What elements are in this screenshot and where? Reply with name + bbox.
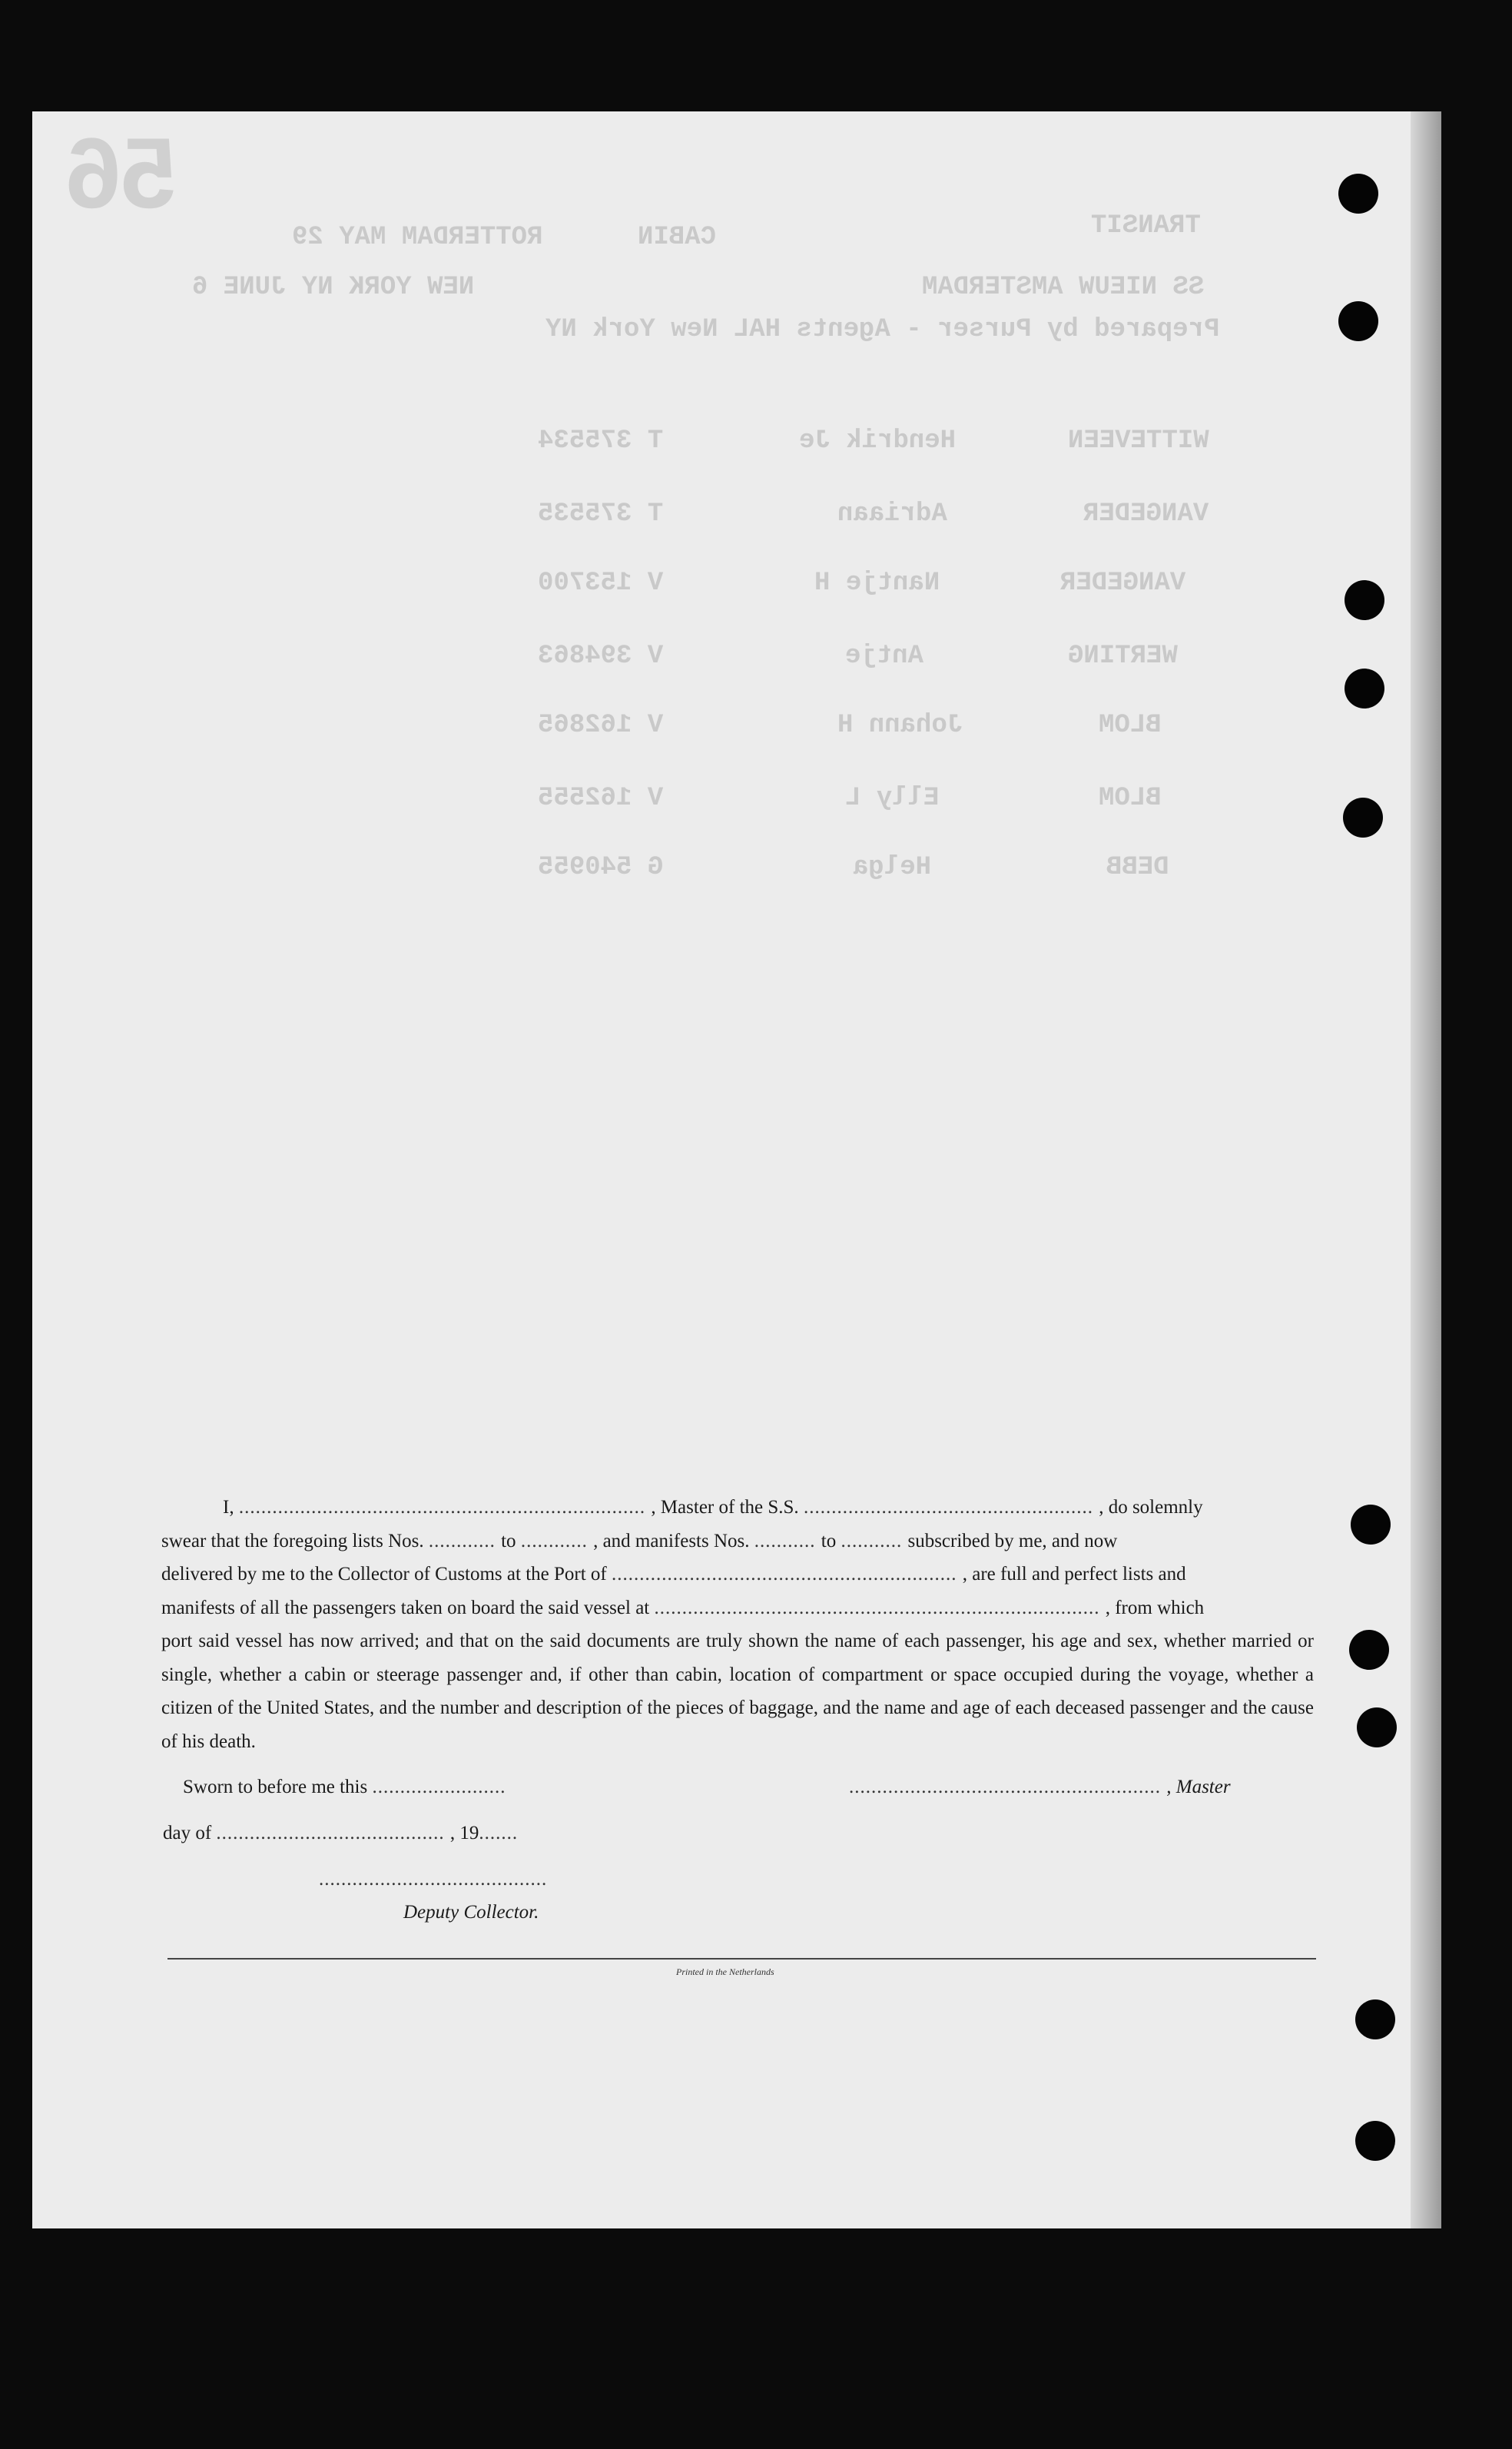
- oath-body: port said vessel has now arrived; and that on the said documents are truly shown the name of each passenger, his age and sex, whether married or single, whether a cabin or steerage passenger and, if other than cabin, location of compartment or space occupied during the voyage, whether a citizen of the United States, and the number and description of the pieces of baggage, and the name and age of each deceased passenger and the cause of his death.: [161, 1631, 1314, 1752]
- oath-subscribed: subscribed by me, and now: [907, 1530, 1118, 1551]
- punch-hole: [1351, 1505, 1391, 1545]
- bleed-passport: V 153700: [538, 569, 664, 598]
- sworn-line: Sworn to before me this ........................: [183, 1777, 506, 1797]
- page-edge: [1411, 111, 1441, 2228]
- date-line: day of ......................................... , 19.......: [163, 1823, 519, 1843]
- bleed-passport: V 394863: [538, 642, 664, 671]
- oath-swear: swear that the foregoing lists Nos.: [161, 1530, 424, 1551]
- bleed-surname: DEBB: [1106, 853, 1169, 882]
- bleed-passport: T 375534: [538, 426, 664, 456]
- bleed-surname: WERTING: [1068, 642, 1178, 671]
- bleed-passport: V 162555: [538, 784, 664, 813]
- bleed-given: Nantje H: [814, 569, 940, 598]
- oath-to: to: [501, 1530, 516, 1551]
- oath-manifests-of: manifests of all the passengers taken on board the said vessel at: [161, 1597, 650, 1618]
- bleed-departure: ROTTERDAM MAY 29: [292, 223, 543, 252]
- oath-master-of-ss: , Master of the S.S.: [651, 1497, 799, 1518]
- oath-to-2: to: [821, 1530, 837, 1551]
- bleed-surname: BLOM: [1099, 711, 1162, 740]
- punch-hole: [1349, 1630, 1389, 1670]
- bleed-ship: SS NIEUW AMSTERDAM: [922, 273, 1205, 302]
- day-of-label: day of: [163, 1823, 212, 1843]
- bleed-given: Antje: [845, 642, 924, 671]
- punch-hole: [1357, 1707, 1397, 1747]
- bleed-passport: V 162865: [538, 711, 664, 740]
- punch-hole: [1345, 669, 1384, 708]
- bleed-page-number: 56: [65, 117, 177, 229]
- bleed-passport: G 540955: [538, 853, 664, 882]
- oath-i: I,: [223, 1497, 234, 1518]
- deputy-signature-dots: .........................................: [319, 1869, 548, 1890]
- bleed-arrival: NEW YORK NY JUNE 6: [192, 273, 475, 302]
- bleed-transit: TRANSIT: [1091, 211, 1201, 241]
- punch-hole: [1345, 580, 1384, 620]
- printer-imprint: Printed in the Netherlands: [676, 1966, 774, 1977]
- year-prefix: , 19: [449, 1823, 479, 1843]
- bleed-given: Adriaan: [837, 499, 947, 529]
- oath-solemnly: , do solemnly: [1099, 1497, 1203, 1518]
- bleed-given: Hendrik Je: [799, 426, 957, 456]
- bleed-passport: T 375535: [538, 499, 664, 529]
- bleed-given: Elly L: [845, 784, 940, 813]
- footer-rule: [167, 1958, 1316, 1960]
- sworn-label: Sworn to before me this: [183, 1777, 368, 1797]
- master-label: , Master: [1166, 1777, 1231, 1797]
- bleed-surname: VANGEDER: [1083, 499, 1209, 529]
- bleed-given: Johann H: [837, 711, 963, 740]
- punch-hole: [1355, 1999, 1395, 2039]
- bleed-class: CABIN: [638, 223, 717, 252]
- oath-full-perfect: , are full and perfect lists and: [962, 1564, 1186, 1585]
- oath-delivered: delivered by me to the Collector of Customs at the Port of: [161, 1564, 607, 1585]
- deputy-collector-label: Deputy Collector.: [403, 1902, 539, 1923]
- oath-from-which: , from which: [1105, 1597, 1205, 1618]
- master-signature-line: ........................................................ , Master: [849, 1777, 1231, 1797]
- punch-hole: [1355, 2121, 1395, 2161]
- bleed-surname: WITTEVEEN: [1068, 426, 1209, 456]
- punch-hole: [1338, 301, 1378, 341]
- bleed-prepared: Prepared by Purser - Agents HAL New York NY: [545, 315, 1220, 344]
- punch-hole: [1338, 174, 1378, 214]
- punch-hole: [1343, 798, 1383, 838]
- bleed-given: Helga: [853, 853, 932, 882]
- document-page: [32, 111, 1438, 2228]
- bleed-surname: VANGEDER: [1060, 569, 1186, 598]
- bleed-surname: BLOM: [1099, 784, 1162, 813]
- oath-manifests: , and manifests Nos.: [593, 1530, 750, 1551]
- masters-oath: I, ......................................................................... , Master of the S.S. .................................................... , do solemnly swear that the foregoing lists Nos. ............ to ............ , and manifests Nos. ........... to ........... subscribed by me, and now delivered by me to the Collector of Customs at the Port of .............................................................. , are full and perfect lists and manifests of all the passengers taken on board the said vessel at ................................................................................ , from which port said vessel has now arrived; and that on the said documents are truly shown the name of each passenger, his age and sex, whether married or single, whether a cabin or steerage passenger and, if other than cabin, location of compartment or space occupied during the voyage, whether a citizen of the United States, and the number and description of the pieces of baggage, and the name and age of each deceased passenger and the cause of his death.: [161, 1491, 1314, 1758]
